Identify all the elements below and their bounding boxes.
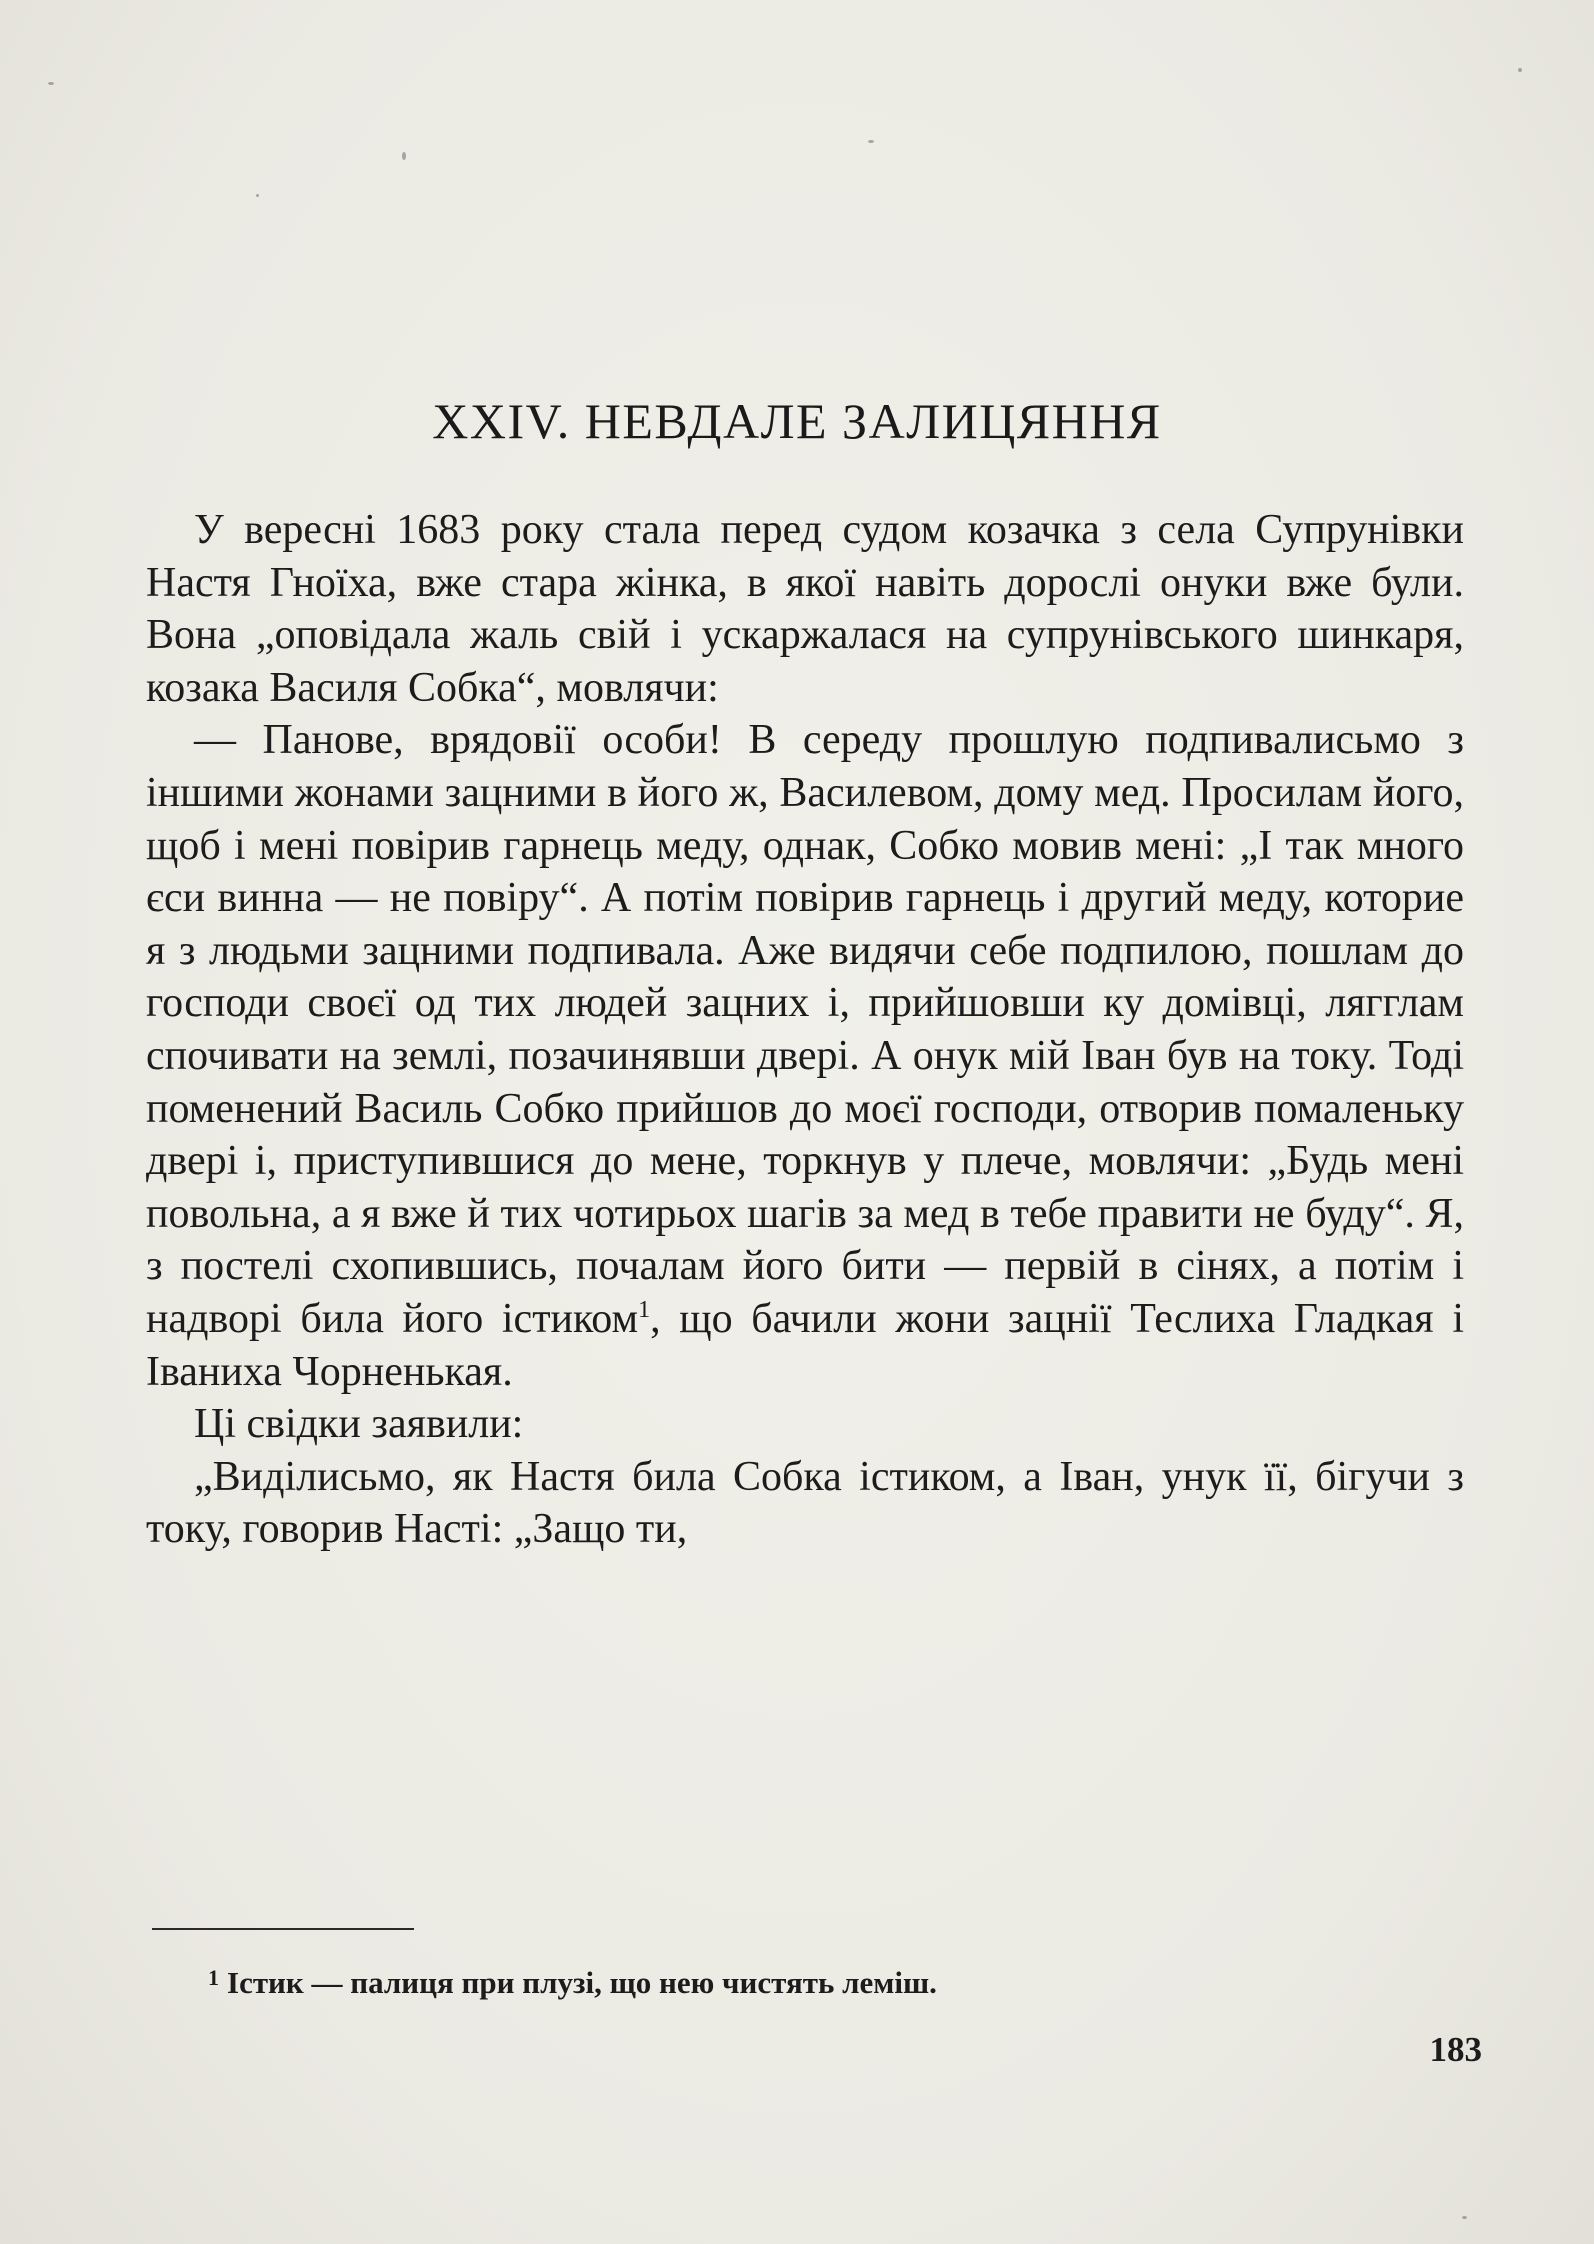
paper-speck	[402, 152, 406, 160]
paragraph	[146, 714, 1464, 1398]
paper-speck	[1518, 68, 1522, 72]
footnote-reference: 1	[638, 1296, 651, 1323]
paragraph: „Виділисьмо, як Настя била Собка істиком, а Іван, унук її, бігучи з току, говорив Насті: „Защо ти,	[146, 1453, 1464, 1553]
paragraph: У вересні 1683 року стала перед судом козачка з села Супрунівки Настя Гноїха, вже стара жінка, в якої навіть дорослі онуки вже були. Вона „оповідала жаль свій і ускаржалася на супрунівського шинкаря, козака Василя Собка“, мовлячи:	[146, 507, 1464, 711]
chapter-title: XXIV. НЕВДАЛЕ ЗАЛИЦЯННЯ	[432, 393, 1162, 449]
paper-speck	[1462, 2216, 1467, 2219]
paper-speck	[256, 194, 259, 197]
footnote	[208, 1958, 1408, 2003]
body-text	[146, 504, 1464, 1556]
footnote-divider	[152, 1928, 414, 1930]
paragraph-text: — Панове, врядовії особи! В середу прошлую подпивалисьмо з іншими жонами зацними в його ж, Василевом, дому мед. Просилам його, щоб і мені повірив гарнець меду, однак, Собко мовив мені: „І так много єси винна — не повіру“. А потім повірив гарнець і другий меду, которие я з людьми зацними подпивала. Аже видячи себе подпилою, пошлам до господи своєї од тих людей зацних і, прийшовши ку домівці, лягглам спочивати на землі, позачинявши двері. А онук мій Іван був на току. Тоді поменений Василь Собко прийшов до моєї господи, отворив помаленьку двері і, приступившися до мене, торкнув у плече, мовлячи: „Будь мені повольна, а я вже й тих чотирьох шагів за мед в тебе правити не буду“. Я, з постелі схопившись, почалам його бити — первій в сінях, а потім і надворі била його істиком	[146, 717, 1464, 1342]
paragraph-text-tail: , що бачили жони зацнії Теслиха Гладкая і Іваниха Чорненькая.	[146, 1295, 1464, 1395]
footnote-marker: 1	[208, 1965, 219, 1990]
page-number: 183	[1429, 2030, 1482, 2069]
paper-speck	[48, 82, 54, 85]
paragraph: Ці свідки заявили:	[194, 1401, 524, 1448]
footnote-text: Істик — палиця при плузі, що нею чистять леміш.	[227, 1965, 937, 2000]
paper-speck	[868, 140, 874, 143]
